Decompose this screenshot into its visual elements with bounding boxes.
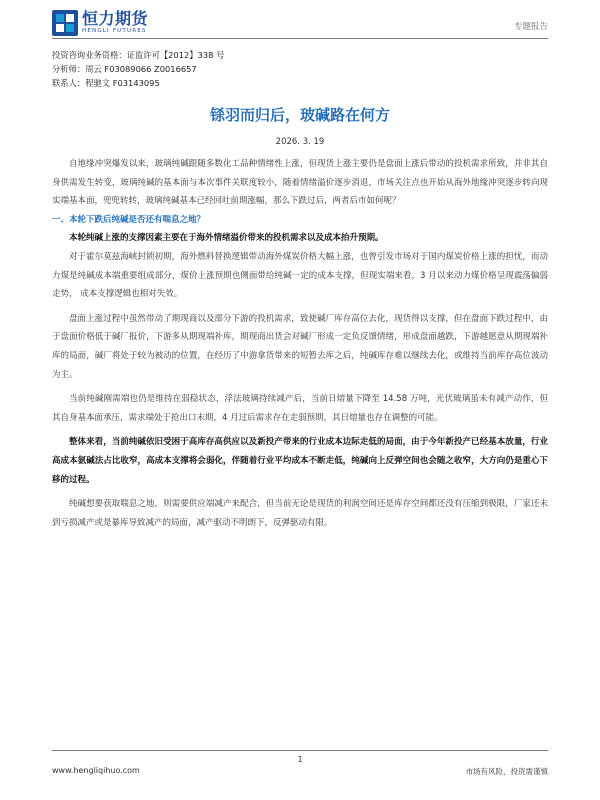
paragraph-conclusion: 整体来看，当前纯碱依旧受困于高库存高供应以及新投产带来的行业成本边际走低的局面，由于今年新投产已经基本放量，行业高成本氨碱法占比收窄，高成本支撑将会弱化，伴随着行业平均成本不断走低，纯碱向上反弹空间也会随之收窄，大方向仍是重心下移的过程。 bbox=[52, 437, 548, 485]
report-meta bbox=[52, 48, 224, 90]
header-divider bbox=[52, 38, 548, 39]
paragraph-demand: 当前纯碱刚需端也仍是维持在弱稳状态，浮法玻璃持续减产后，当前日熔量下降至 14.58 万吨，光伏玻璃虽未有减产动作，但其自身基本面承压，需求端处于抢出口末期，4 月过后需求存在走弱预期，其日熔量也存在调整的可能。 bbox=[52, 394, 548, 423]
footer-website: www.hengliqihuo.com bbox=[52, 766, 140, 775]
footer-disclaimer: 市场有风险，投资需谨慎 bbox=[465, 767, 548, 776]
page-header bbox=[52, 8, 548, 38]
paragraph-outlook: 纯碱想要获取喘息之地，则需要供应端减产来配合，但当前无论是现货的利润空间还是库存空间都还没有压缩到极限，厂家还未到亏损减产或是暴库导致减产的局面，减产驱动不明朗下，反弹驱动有限。 bbox=[52, 499, 548, 528]
company-logo bbox=[52, 8, 148, 38]
paragraph-intro: 自地缘冲突爆发以来，玻璃纯碱跟随多数化工品种情绪性上涨，但现货上涨主要仍是盘面上涨后带动的投机需求所致，并非其自身供需发生转变，玻璃纯碱的基本面与本次事件关联度较小，随着情绪溢价逐步消退，市场关注点也开始从海外地缘冲突逐步转向现实端基本面，兜兜转转，玻璃纯碱基本已经回吐前期涨幅，那么下跌过后，两者后市如何呢？ bbox=[52, 159, 548, 207]
contact-line: 联系人：程驰文 F03143095 bbox=[52, 78, 160, 88]
section-heading-1: 一、本轮下跌后纯碱是否还有喘息之地？ bbox=[52, 214, 206, 225]
footer-divider bbox=[52, 750, 548, 751]
paragraph-cost-support: 对于霍尔莫兹海峡封锁初期，海外燃料替换逻辑带动海外煤炭价格大幅上涨，也曾引发市场对于国内煤炭价格上涨的担忧，而动力煤是纯碱成本端重要组成部分，煤价上涨预期也侧面带给纯碱一定的成本支撑，但现实端来看，3 月以来动力煤价格呈现震荡偏弱走势， 成本支撑逻辑也相对失效。 bbox=[52, 251, 548, 300]
report-type-label: 专题报告 bbox=[513, 22, 548, 32]
report-date: 2026. 3. 19 bbox=[275, 137, 325, 147]
license-line: 投资咨询业务资格：证监许可【2012】338 号 bbox=[52, 50, 225, 60]
paragraph-inventory: 盘面上涨过程中虽然带动了期现商以及部分下游的投机需求，致使碱厂库存高位去化，现货得以支撑，但在盘面下跌过程中，由于盘面价格低于碱厂报价，下游多从期现端补库，期现商出货会对碱厂形成一定负反馈情绪，形成盘面越跌，下游越愿意从期现端补库的局面，碱厂将处于较为被动的位置，在经历了中游拿货带来的短暂去库之后，纯碱库存难以继续去化，或维持当前库存高位波动为主。 bbox=[52, 313, 548, 380]
logo-chinese-name: 恒力期货 bbox=[82, 9, 149, 29]
page-number: 1 bbox=[297, 755, 303, 764]
report-title: 铩羽而归后，玻碱路在何方 bbox=[209, 106, 390, 124]
logo-mark-icon bbox=[52, 10, 78, 36]
report-body bbox=[52, 155, 548, 532]
analyst-line: 分析师：周云 F03089066 Z0016657 bbox=[52, 64, 197, 74]
paragraph-key-point: 本轮纯碱上涨的支撑因素主要在于海外情绪溢价带来的投机需求以及成本抬升预期。 bbox=[69, 233, 384, 244]
logo-english-name: HENGLI FUTURES bbox=[82, 28, 147, 35]
